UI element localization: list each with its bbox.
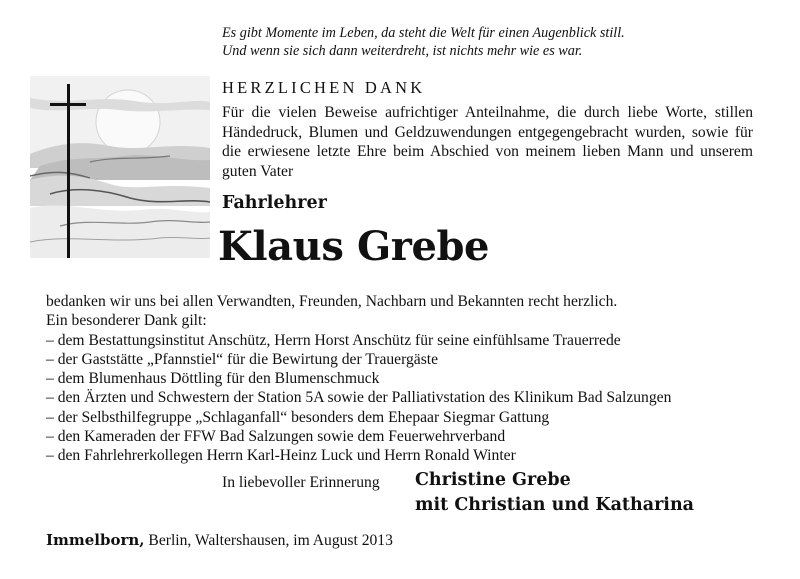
- signer-primary: Christine Grebe: [415, 470, 571, 490]
- cross-sunset-landscape-icon: [30, 76, 210, 258]
- deceased-name: Klaus Grebe: [218, 223, 490, 270]
- place-rest: Berlin, Waltershausen, im August 2013: [144, 532, 393, 549]
- heading-herzlichen-dank: HERZLICHEN DANK: [222, 78, 426, 97]
- deceased-profession: Fahrlehrer: [222, 193, 327, 213]
- quote-line-2: Und wenn sie sich dann weiterdreht, ist nichts mehr wie es war.: [222, 43, 583, 59]
- remembrance-label: In liebevoller Erinnerung: [222, 474, 380, 491]
- opening-quote: [222, 24, 722, 60]
- signer-secondary: mit Christian und Katharina: [415, 495, 695, 515]
- thanks-general: bedanken wir uns bei allen Verwandten, Freunden, Nachbarn und Bekannten recht herzlich.: [46, 293, 618, 310]
- thanks-section: [46, 292, 766, 466]
- thanks-item: – der Selbsthilfegruppe „Schlaganfall“ besonders dem Ehepaar Siegmar Gattung: [46, 408, 550, 426]
- place-town: Immelborn,: [46, 531, 145, 549]
- thanks-item: – der Gaststätte „Pfannstiel“ für die Bewirtung der Trauergäste: [46, 350, 439, 368]
- thanks-item: – dem Bestattungsinstitut Anschütz, Herrn Horst Anschütz für seine einfühlsame Trauerrede: [46, 331, 621, 349]
- signers: [415, 468, 694, 518]
- thanks-item: – den Fahrlehrerkollegen Herrn Karl-Heinz Luck und Herrn Ronald Winter: [46, 447, 516, 465]
- thanks-item: – dem Blumenhaus Döttling für den Blumenschmuck: [46, 370, 380, 388]
- quote-line-1: Es gibt Momente im Leben, da steht die Welt für einen Augenblick still.: [222, 25, 625, 41]
- place-date-line: [46, 530, 393, 551]
- thanks-item: – den Kameraden der FFW Bad Salzungen sowie dem Feuerwehrverband: [46, 428, 506, 446]
- thanks-item: – den Ärzten und Schwestern der Station 5A sowie der Palliativstation des Klinikum Bad Salzungen: [46, 389, 672, 407]
- thanks-special-intro: Ein besonderer Dank gilt:: [46, 312, 207, 330]
- intro-paragraph: Für die vielen Beweise aufrichtiger Anteilnahme, die durch liebe Worte, stillen Händedruck, Blumen und Geldzuwendungen entgegengebracht wurden, sowie für die erwiesene letzte Ehre beim Abschied von meinem lieben Mann und unserem guten Vater: [222, 104, 753, 180]
